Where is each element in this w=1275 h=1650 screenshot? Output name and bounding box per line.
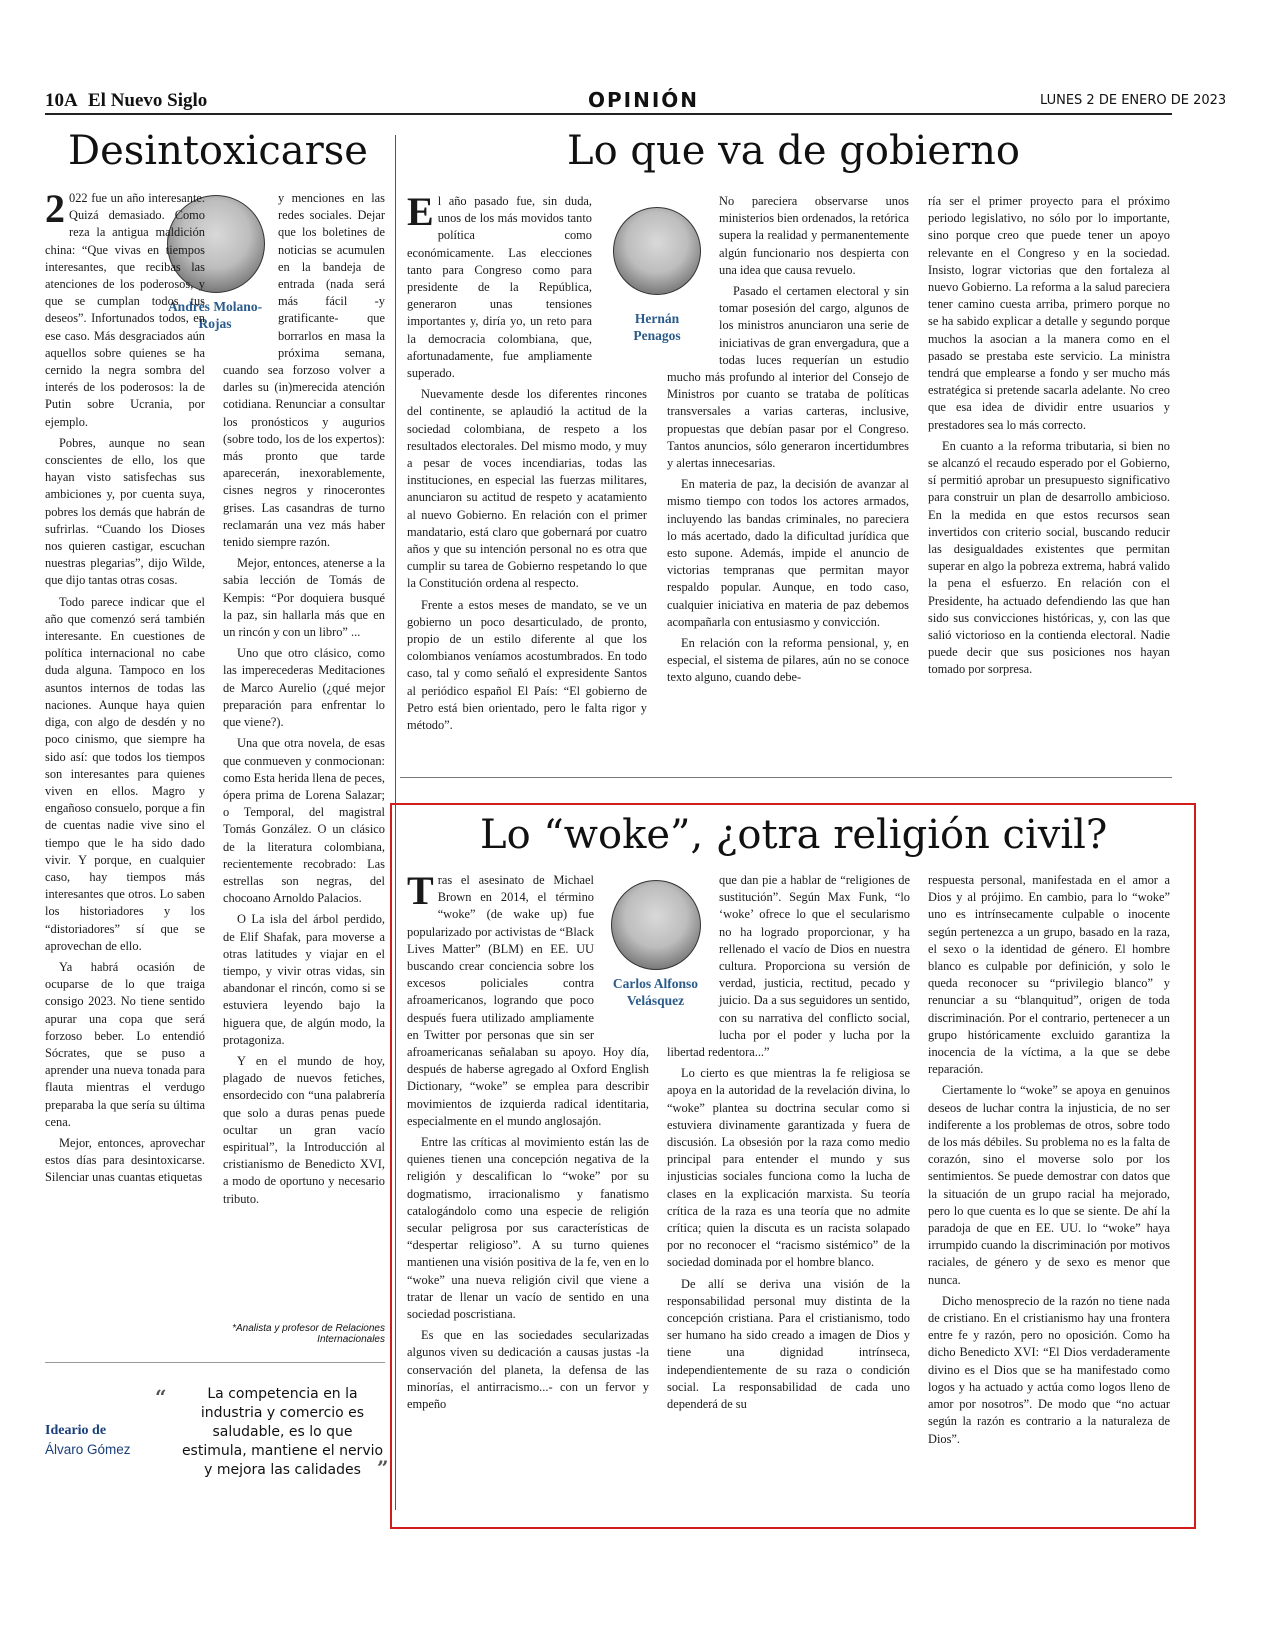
paragraph: Es que en las sociedades secularizadas algunos viven su dedicación a causas justas -la conservación del planeta, la defensa de las minorías, el antirracismo...- con un fervor y empeño [407, 1328, 649, 1412]
article1-col2 [223, 190, 385, 1212]
page-number: 10A [45, 90, 78, 111]
paragraph: O La isla del árbol perdido, de Elif Shafak, para moverse a otras latitudes y viajar en el tiempo, y vivir otras vidas, sin abandonar el rincón, como si se estuviera leyendo bajo la higuera que, de algún modo, la protagoniza. [223, 912, 385, 1047]
paragraph: l año pasado fue, sin duda, unos de los más movidos tanto política como económicamente. Las elecciones tanto para Congreso como para presidente de la República, generaron unas tensiones importantes y, diría yo, un reto para la democracia colombiana, que, afortunadamente, fue ampliamente superado. [407, 194, 592, 381]
article2-title: Lo que va de gobierno [567, 128, 1020, 174]
newspaper-name: El Nuevo Siglo [88, 90, 208, 111]
paragraph: En cuanto a la reforma tributaria, si bien no se alcanzó el recaudo esperado por el Gobierno, sí permitió aprobar un presupuesto significativo para construir un plan de desarrollo ambicioso. En la medida en que estos recursos sean invertidos con criterio social, buscando reducir las desigualdades existentes que permitan superar en algo la pobreza extrema, habrá valido la pena el esfuerzo. En relación con el Presidente, ha actuado defendiendo las que han sido sus convicciones históricas, y, con las que salió victorioso en la contienda electoral. Nadie puede decir que sus posiciones nos hayan tomado por sorpresa. [928, 438, 1170, 677]
close-quote-icon: ” [377, 1456, 389, 1480]
paragraph: 022 fue un año interesante. Quizá demasiado. Como reza la antigua maldición china: “Que vivas en tiempos interesantes, que recibas las atenciones de los poderosos, y que se cumplan todos tus deseos”. Infortunados todos, en ese caso. Más desgraciados aún aquellos sobre quienes se ha cernido la negra sombra del interés de los poderosos: la de Putin sobre Ucrania, por ejemplo. [45, 191, 205, 429]
paragraph: En materia de paz, la decisión de avanzar al mismo tiempo con todos los actores armados, incluyendo las bandas criminales, no pareciera lo más acertado, dado la dificultad jurídica que esto supone. Además, impide el anuncio de victorias tempranas que permitan mayor respaldo popular. Aunque, en todo caso, cualquier iniciativa en materia de paz debemos acompañarla con entusiasmo y convicción. [667, 477, 909, 629]
paragraph: Entre las críticas al movimiento están las de quienes tienen una concepción negativa de la religión y descalifican lo “woke” por su dogmatismo, irracionalismo y fanatismo catalogándolo como una especie de religión secular peligrosa por sus características de “despertar religioso”. A su turno quienes mantienen una visión positiva de la fe, ven en lo “woke” una nueva religión civil que viene a tratar de llenar un vacío de sentido en una sociedad poscristiana. [407, 1135, 649, 1322]
paragraph: ras el asesinato de Michael Brown en 2014, el término “woke” (de wake up) fue popularizado por activistas de “Black Lives Matter” (BLM) en EE. UU buscando crear conciencia sobre los excesos policiales contra afroamericanos, logrando que poco después fuera utilizado ampliamente en Twitter por personas que sin ser afroamericanas señalaban su apoyo. Hoy día, después de haberse agregado al Oxford English Dictionary, “woke” se emplea para describir movimientos de izquierda radical identitaria, especialmente en el mundo anglosajón. [407, 873, 649, 1128]
paragraph: Pobres, aunque no sean conscientes de ello, los que hayan visto satisfechas sus ambiciones y, por cuenta suya, pobres los demás que habrán de sufrirlas. “Cuando los Dioses nos quieren castigar, escuchan nuestras plegarias”, dijo Wilde, que dijo tantas otras cosas. [45, 435, 205, 588]
author-note: *Analista y profesor de Relaciones Internacionales [232, 1323, 385, 1345]
dropcap: E [407, 189, 434, 234]
article2-col1 [407, 189, 647, 738]
article1-title: Desintoxicarse [68, 128, 368, 174]
open-quote-icon: “ [155, 1385, 167, 1409]
paragraph: Una que otra novela, de esas que conmueven y conmocionan: como Esta herida llena de peces, ópera prima de Lorena Salazar; o Temporal, del magistral Tomás González. O un clásico de la literatura colombiana, recientemente recobrado: Las estrellas son negras, del chocoano Arnoldo Palacios. [223, 736, 385, 906]
paragraph: Y en el mundo de hoy, plagado de nuevos fetiches, ensordecido con “una palabrería que solo a duras penas puede ocultar un gran vacío espiritual”, la Introducción al cristianismo de Benedicto XVI, a modo de oportuno y necesario tributo. [223, 1053, 385, 1206]
paragraph: No pareciera observarse unos ministerios bien ordenados, la retórica supera la realidad y permanentemente algún funcionario nos despierta con una idea que causa revuelo. [719, 194, 909, 277]
paragraph: y menciones en las redes sociales. Dejar que los boletines de noticias se acumulen en la bandeja de entrada (nada será más fácil -y gratificante- que borrarlos en masa la próxima semana, cuando sea forzoso volver a darles su (in)merecida atención cotidiana. Renunciar a consultar los pronósticos y augurios (sobre todo, los de los expertos): más pronto que tarde aparecerán, inexorablemente, cisnes negros y rinocerontes grises. Las casandras de turno reclamarán una vez más haber tenido siempre razón. [223, 191, 385, 550]
paragraph: Todo parece indicar que el año que comenzó será también interesante. En cuestiones de política internacional no cabe duda alguna. Tampoco en los asuntos internos de todas las naciones. Aunque haya quien diga, con algo de desdén y no poco cinismo, que siempre ha sido así: que todos los tiempos son interesantes para quienes viven en ellos. Magro y engañoso consuelo, porque a fin de cuentas nadie vive sino el tiempo que le ha sido dado vivir. Y porque, en cualquier caso, hay tiempos más interesantes que otros. Lo saben los historiadores y los “distoriadores” sí que se aprovechan de ello. [45, 594, 206, 953]
paragraph: Uno que otro clásico, como las imperecederas Meditaciones de Marco Aurelio (¿qué mejor preparación para enfrentar lo que viene?). [223, 646, 385, 730]
dropcap: 2 [45, 186, 65, 231]
article1-author: Andrés Molano-Rojas [167, 299, 263, 331]
paragraph: Lo cierto es que mientras la fe religiosa se apoya en la autoridad de la revelación divina, lo “woke” plantea su doctrina secular como si estuviera divinamente garantizada y fuera de discusión. La obsesión por la raza como medio principal para entender el mundo y sus injusticias sociales funciona como la lucha de clases en la explicación marxista. Su teoría crítica de la raza es una teoría que no admite crítica; quien la discuta es un racista solapado por no reconocer el “racismo sistémico” de la sociedad dominada por el hombre blanco. [667, 1066, 910, 1270]
paragraph: Mejor, entonces, aprovechar estos días para desintoxicarse. Silenciar unas cuantas etiquetas [45, 1135, 205, 1185]
paragraph: Frente a estos meses de mandato, se ve un gobierno un poco desarticulado, de pronto, propio de un estilo diferente al que los colombianos veníamos acostumbrados. En todo caso, tal y como señaló el expresidente Santos al periódico español El País: “El gobierno de Petro está bien orientado, pero le falta rigor y método”. [407, 597, 647, 733]
article3-title: Lo “woke”, ¿otra religión civil? [480, 812, 1108, 858]
paragraph: En relación con la reforma pensional, y, en especial, el sistema de pilares, aún no se conoce texto alguno, cuando debe- [667, 636, 909, 685]
article-divider [400, 777, 1172, 778]
paragraph: Pasado el certamen electoral y sin tomar posesión del cargo, algunos de los ministros anunciaron una serie de iniciativas de gran envergadura, que a todas luces requerían un estudio mucho más profundo al interior del Consejo de Ministros por cuanto se trataba de políticas transversales a varias carteras, inclusive, propuestas que debían pasar por el Congreso. Tantos anuncios, sólo generaron incertidumbres y alertas innecesarias. [667, 284, 909, 471]
ideario-label: Ideario de [45, 1423, 107, 1438]
section-name: OPINIÓN [588, 88, 700, 112]
article3-col2 [667, 872, 910, 1417]
ideario-name: Álvaro Gómez [45, 1442, 131, 1457]
article3-col1 [407, 868, 649, 1417]
article2-col3 [928, 193, 1170, 683]
article1-col1 [45, 186, 206, 1191]
issue-date: LUNES 2 DE ENERO DE 2023 [1040, 93, 1227, 108]
dropcap: T [407, 868, 434, 913]
paragraph: Dicho menosprecio de la razón no tiene nada de cristiano. En el cristianismo hay una frontera entre fe y razón, pero no oposición. Como ha dicho Benedicto XVI: “El Dios verdaderamente divino es el Dios que se ha manifestado como logos y ha actuado y actúa como logos lleno de amor por nosotros”. De modo que “no actuar según la razón es contrario a la naturaleza de Dios”. [928, 1293, 1170, 1446]
ideario-quote: La competencia en la industria y comercio es saludable, es lo que estimula, mantiene el nervio y mejora las calidades [181, 1386, 384, 1478]
article2-author: Hernán Penagos [633, 311, 681, 343]
article2-col2 [667, 193, 909, 691]
paragraph: Ciertamente lo “woke” se apoya en genuinos deseos de luchar contra la injusticia, de no ser indiferente a los problemas de otros, sobre todo de los más débiles. Su problema no es la falta de corazón, sino el moverse solo por los sentimientos. Se puede demostrar con datos que la situación de un grupo racial ha mejorado, pero lo que cuenta es lo que se siente. De ahí la paradoja de que en EE. UU. lo “woke” haya irrumpido cuando la discriminación por motivos raciales, de género y de sexo es menor que nunca. [928, 1083, 1170, 1287]
paragraph: Ya habrá ocasión de ocuparse de lo que traiga consigo 2023. No tiene sentido apurar una copa que será forzoso beber. Lo entendió Sócrates, que se puso a aprender una nueva tonada para flauta mientras el verdugo preparaba la que sería su última cena. [45, 959, 205, 1129]
article3-author: Carlos Alfonso Velásquez [612, 976, 699, 1008]
paragraph: ría ser el primer proyecto para el próximo periodo legislativo, no sólo por lo importante, sino porque creo que puede tener un apoyo relevante en el Congreso y en la sociedad. Insisto, lograr victorias que den fortaleza al nuevo Gobierno. La reforma a la salud pareciera tener camino cuesta arriba, primero porque no se ha sabido explicar a detalle y segundo porque muchos la asocian a la manera como en el pasado se prestaba este servicio. La ministra tendrá que emplearse a fondo y ser mucho más estratégica si pretende sacarla adelante. No creo que esa idea de dividir entre usuarios y prestadores sea lo más correcto. [928, 194, 1170, 432]
article3-col3 [928, 872, 1170, 1452]
paragraph: Nuevamente desde los diferentes rincones del continente, se aplaudió la actitud de la sociedad colombiana, de respeto a los resultados electorales. Del mismo modo, y muy a pesar de voces incendiarias, todas las instituciones, en especial las fuerzas militares, anunciaron su actitud de respeto y acatamiento al nuevo Gobierno. En relación con el primer mandatario, está claro que gobernará por cuatro años y que su intención personal no es otra que cumplir su tarea de Gobierno respetando lo que la Constitución ordena al respecto. [407, 387, 647, 591]
paragraph: que dan pie a hablar de “religiones de sustitución”. Según Max Funk, “lo ‘woke’ ofrece lo que el secularismo no ha logrado proporcionar, y ha rellenado el vacío de Dios en nuestra cultura. Proporciona su versión de verdad, justicia, rectitud, pecado y juicio. Da a sus seguidores un sentido, con su narrativa del conflicto social, lucha por el poder y lucha por la libertad redentora...” [667, 873, 910, 1060]
paragraph: Mejor, entonces, atenerse a la sabia lección de Tomás de Kempis: “Por doquiera busqué la paz, sin hallarla más que en un rincón y con un libro” ... [223, 556, 385, 640]
header-rule [45, 113, 1172, 115]
paragraph: respuesta personal, manifestada en el amor a Dios y al prójimo. En cambio, para lo “woke” uno es intrínsecamente culpable o inocente según pertenezca a un grupo, basado en la raza, el sexo o la identidad de género. El hombre blanco es culpable por definición, y solo le queda reconocer su “privilegio blanco” y renunciar a su “blanquitud”, origen de toda discriminación. Por el contrario, pertenecer a un grupo históricamente excluido garantiza la inocencia de la víctima, a la que se debe reparación. [928, 873, 1170, 1077]
ideario-divider [45, 1362, 385, 1363]
paragraph: De allí se deriva una visión de la responsabilidad personal muy distinta de la concepción cristiana. Para el cristianismo, todo ser humano ha sido creado a imagen de Dios y tiene una dignidad intrínseca, independientemente de su raza o condición social. La responsabilidad de cada uno dependerá de su [667, 1276, 910, 1412]
